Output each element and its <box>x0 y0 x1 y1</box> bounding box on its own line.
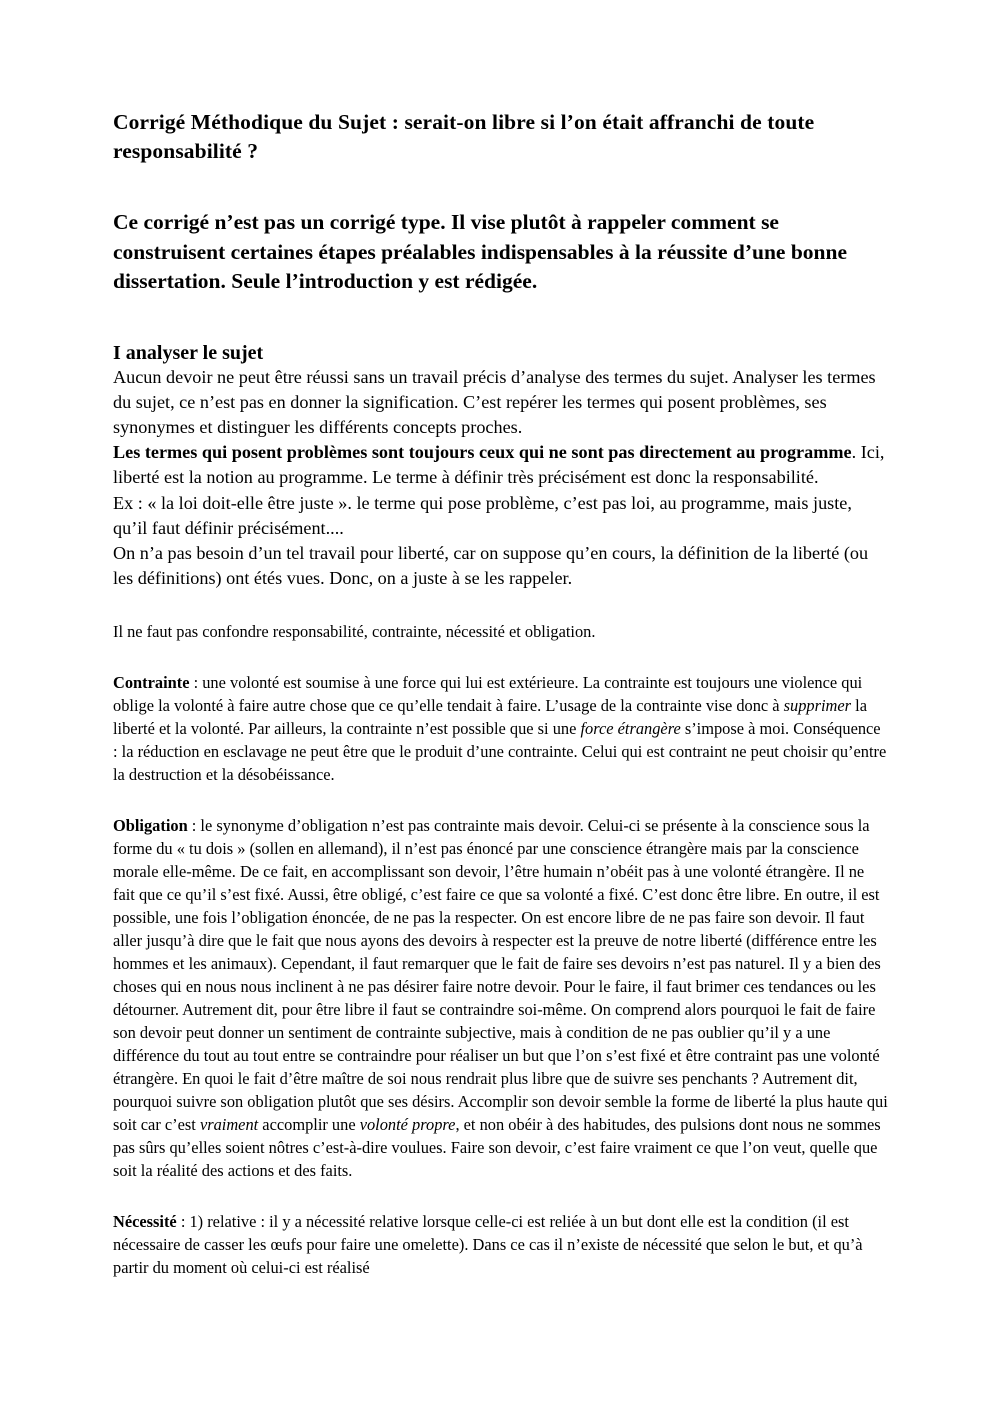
definition-term-contrainte: Contrainte <box>113 673 190 693</box>
definition-term-obligation: Obligation <box>113 816 188 836</box>
spacer <box>113 591 890 621</box>
definition-contrainte-seg-1: : une volonté est soumise à une force qui lui est extérieure. La contrainte est toujours une violence qui oblige la volonté à faire autre chose que ce qu’elle tendait à faire. L’usage de la contrainte vise donc à <box>113 673 863 716</box>
definition-term-necessite: Nécessité <box>113 1211 177 1231</box>
paragraph-ne-pas-confondre: Il ne faut pas confondre responsabilité, contrainte, nécessité et obligation. <box>113 622 596 642</box>
spacer <box>113 787 890 815</box>
section-heading-analyser-le-sujet: I analyser le sujet <box>113 341 264 364</box>
definition-contrainte-italic-supprimer: supprimer <box>783 696 852 716</box>
spacer <box>113 1183 890 1211</box>
definition-obligation-seg-3: , et non obéir à des habitudes, des pulsions dont nous ne sommes pas sûrs qu’elles soient nôtres c’est-à-dire voulues. Faire son devoir, c’est faire vraiment ce que l’on veut, quelle que soit la réalité des actions et des faits. <box>113 1114 881 1180</box>
paragraph-exemple-loi-juste: Ex : « la loi doit-elle être juste ». le terme qui pose problème, c’est pas loi, au programme, mais juste, qu’il faut définir précisément.... <box>113 492 852 538</box>
definition-contrainte-seg-2: la liberté et la volonté. Par ailleurs, la contrainte n’est possible que si une <box>113 696 867 739</box>
paragraph-analyse-termes: Aucun devoir ne peut être réussi sans un travail précis d’analyse des termes du sujet. Analyser les termes du sujet, ce n’est pas en donner la signification. C’est repérer les termes qui posent problèmes, ses synonymes et distinguer les différents concepts proches. <box>113 366 876 437</box>
paragraph-termes-problemes-rest: . Ici, liberté est la notion au programme. Le terme à définir très précisément est donc la responsabilité. <box>113 442 885 488</box>
definition-obligation-seg-2: accomplir une <box>258 1114 360 1134</box>
spacer <box>113 644 890 672</box>
definition-obligation <box>113 815 888 1183</box>
definition-obligation-italic-vraiment: vraiment <box>199 1114 259 1134</box>
definition-obligation-seg-1: : le synonyme d’obligation n’est pas contrainte mais devoir. Celui-ci se présente à la conscience sous la forme du « tu dois » (sollen en allemand), il n’est pas énoncé par une conscience étrangère mais par la conscience morale elle-même. De ce fait, en accomplissant son devoir, l’être humain n’obéit pas à une volonté étrangère. Il ne fait que ce qu’il s’est fixé. Aussi, être obligé, c’est faire ce que sa volonté a fixé. C’est donc être libre. En outre, il est possible, une fois l’obligation énoncée, de ne pas la respecter. On est encore libre de ne pas faire son devoir. Il faut aller jusqu’à dire que le fait que nous ayons des devoirs à respecter est la preuve de notre liberté (différence entre les hommes et les animaux). Cependant, il faut remarquer que le fait de faire ses devoirs n’est pas naturel. Il y a bien des choses qui en nous nous inclinent à ne pas désirer faire notre devoir. Pour le faire, il faut brimer ces tendances ou les détourner. Autrement dit, pour être libre il faut se contraindre soi-même. On comprend alors pourquoi le fait de faire son devoir peut donner un sentiment de contrainte subjective, mais à condition de ne pas oublier qu’il y a une différence du tout au tout entre se contraindre pour réaliser un but que l’on s’est fixé et être contraint pas une volonté étrangère. En quoi le fait d’être maître de soi nous rendrait plus libre que de suivre ses penchants ? Autrement dit, pourquoi suivre son obligation plutôt que ses désirs. Accomplir son devoir semble la forme de liberté la plus haute qui soit car c’est <box>113 816 888 1134</box>
definition-contrainte <box>113 672 888 787</box>
definition-necessite <box>113 1211 888 1280</box>
paragraph-definition-liberte: On n’a pas besoin d’un tel travail pour liberté, car on suppose qu’en cours, la définition de la liberté (ou les définitions) ont étés vues. Donc, on a juste à se les rappeler. <box>113 542 869 589</box>
definition-contrainte-seg-3: s’impose à moi. Conséquence : la réduction en esclavage ne peut être que le produit d’une contrainte. Celui qui est contraint ne peut choisir qu’entre la destruction et la désobéissance. <box>113 719 887 785</box>
paragraph-termes-problemes-bold: Les termes qui posent problèmes sont toujours ceux qui ne sont pas directement au programme <box>113 442 852 463</box>
document-lede: Ce corrigé n’est pas un corrigé type. Il vise plutôt à rappeler comment se construisent certaines étapes préalables indispensables à la réussite d’une bonne dissertation. Seule l’introduction y est rédigée. <box>113 210 848 294</box>
definition-obligation-italic-volonte-propre: volonté propre <box>359 1114 456 1134</box>
paragraph-termes-problemes <box>113 440 890 490</box>
definition-necessite-seg-1: : 1) relative : il y a nécessité relative lorsque celle-ci est reliée à un but dont elle est la condition (il est nécessaire de casser les œufs pour faire une omelette). Dans ce cas il n’existe de nécessité que selon le but, et qu’à partir du moment où celui-ci est réalisé <box>113 1211 863 1277</box>
page-title: Corrigé Méthodique du Sujet : serait-on libre si l’on était affranchi de toute responsabilité ? <box>113 110 815 163</box>
definition-contrainte-italic-force-etrangere: force étrangère <box>580 719 681 739</box>
